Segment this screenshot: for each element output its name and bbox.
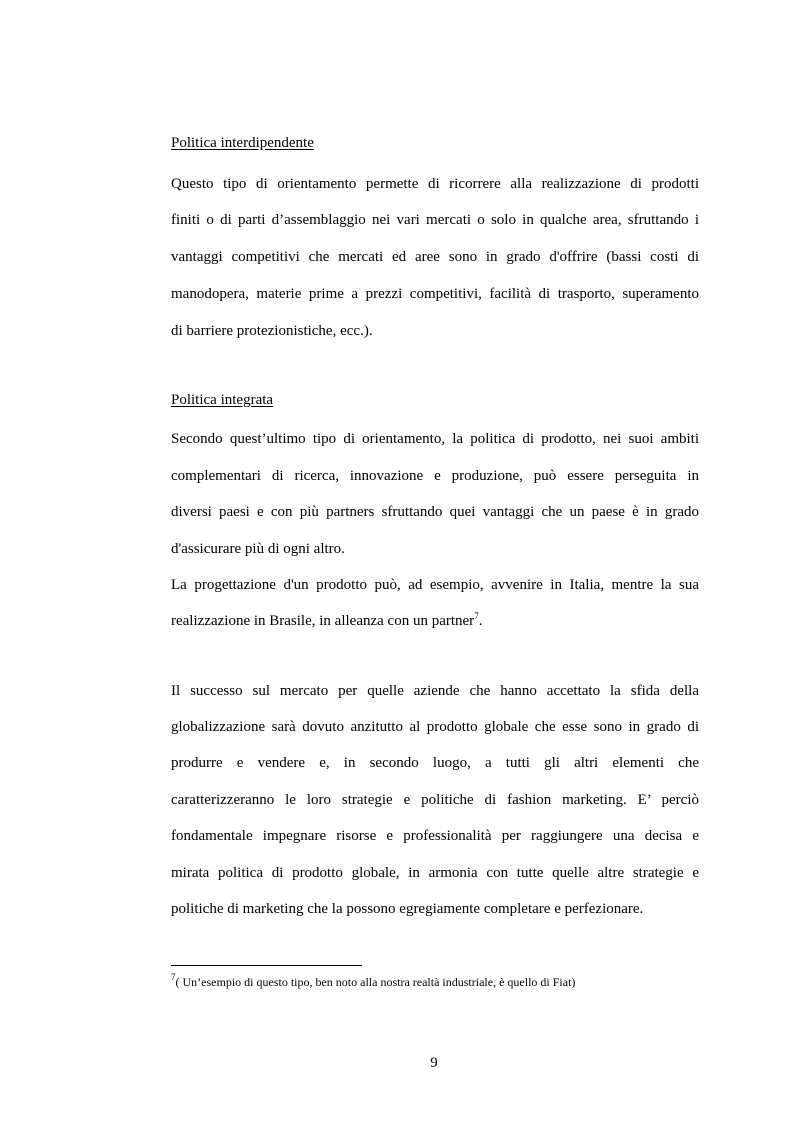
footnote-reference[interactable]: 7 [474,611,479,621]
paragraph-text: realizzazione in Brasile, in alleanza con un partner [171,613,475,629]
footnote-separator [171,965,362,966]
paragraph-line: finiti o di parti d’assemblaggio nei vari mercati o solo in qualche area, sfruttando i [171,212,699,228]
paragraph-line: di barriere protezionistiche, ecc.). [171,323,373,339]
sentence-end: . [478,613,483,629]
paragraph-line: globalizzazione sarà dovuto anzitutto al prodotto globale che esse sono in grado di [171,719,699,735]
section-heading-integrata: Politica integrata [171,392,274,408]
paragraph-line: caratterizzeranno le loro strategie e politiche di fashion marketing. E’ perciò [171,792,699,808]
page-number: 9 [430,1055,438,1071]
paragraph-line: fondamentale impegnare risorse e professionalità per raggiungere una decisa e [171,828,699,844]
paragraph-line: Secondo quest’ultimo tipo di orientamento, la politica di prodotto, nei suoi ambiti [171,431,699,447]
paragraph-line: Il successo sul mercato per quelle aziende che hanno accettato la sfida della [171,683,699,699]
footnote [171,972,576,990]
paragraph-line: La progettazione d'un prodotto può, ad esempio, avvenire in Italia, mentre la sua [171,577,699,593]
paragraph-line: produrre e vendere e, in secondo luogo, a tutti gli altri elementi che [171,755,699,771]
section-heading-interdipendente: Politica interdipendente [171,135,314,151]
paragraph-line: complementari di ricerca, innovazione e produzione, può essere perseguita in [171,468,699,484]
footnote-number: 7 [171,972,176,982]
paragraph-line: diversi paesi e con più partners sfruttando quei vantaggi che un paese è in grado [171,504,699,520]
paragraph-line-with-footnote [171,611,699,631]
paragraph-line: Questo tipo di orientamento permette di ricorrere alla realizzazione di prodotti [171,176,699,192]
paragraph-line: d'assicurare più di ogni altro. [171,541,345,557]
paragraph-line: vantaggi competitivi che mercati ed aree sono in grado d'offrire (bassi costi di [171,249,699,265]
paragraph-line: mirata politica di prodotto globale, in armonia con tutte quelle altre strategie e [171,865,699,881]
footnote-text: ( Un’esempio di questo tipo, ben noto alla nostra realtà industriale, è quello di Fiat) [175,975,576,989]
paragraph-line: politiche di marketing che la possono egregiamente completare e perfezionare. [171,901,644,917]
paragraph-line: manodopera, materie prime a prezzi competitivi, facilità di trasporto, superamento [171,286,699,302]
